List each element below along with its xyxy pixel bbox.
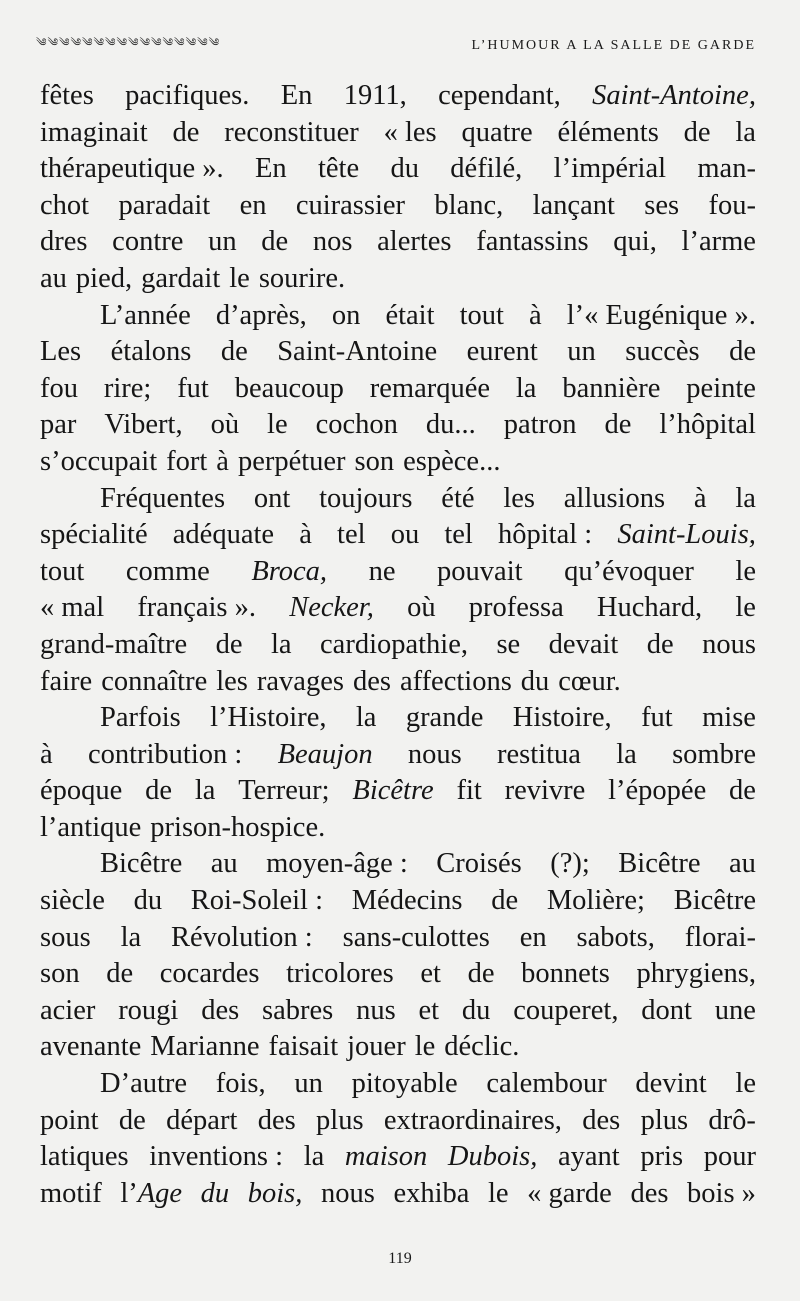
word: nus [356,994,396,1026]
text-line [40,115,756,152]
text-line [40,956,756,993]
word: de [729,775,756,807]
word: étalons [110,336,192,368]
word: restitua [497,738,581,770]
word: d’après, [215,299,307,331]
word: rire; [103,372,152,404]
word: de [646,628,674,660]
italic-word: Necker, [289,592,374,624]
word: bois » [687,1177,756,1209]
word: été [441,482,475,514]
word: l’ [120,1177,138,1209]
word: couperet, [513,994,619,1026]
word: de [491,885,519,917]
word: connaître [101,665,208,697]
word: perpétuer [237,445,346,477]
word: drô- [708,1104,756,1136]
word: Histoire, [512,702,612,734]
word: la [303,1141,325,1173]
word: et [418,994,440,1026]
word: des [630,1177,669,1209]
word: patron [503,409,577,441]
word: grande [405,702,484,734]
word: alertes [377,226,452,258]
word: pouvait [437,555,523,587]
word: L’année [100,299,191,331]
word: « garde [527,1177,612,1209]
word: de [220,336,248,368]
italic-word: bois, [247,1177,303,1209]
word: un [208,226,237,258]
word: peinte [686,372,756,404]
word: contribution : [87,738,243,770]
text-line [40,1176,756,1213]
word: hôpital : [498,519,593,551]
word: fit [456,775,482,807]
word: prison-hospice. [150,811,326,843]
word: le [229,262,250,294]
word: siècle [40,885,105,917]
word: l’arme [681,226,756,258]
text-line [40,444,756,481]
word: revivre [504,775,586,807]
word: ont [253,482,291,514]
word: de [467,958,495,990]
running-title: L’HUMOUR A LA SALLE DE GARDE [471,37,756,53]
word: Médecins [351,885,463,917]
word: et [420,958,441,990]
word: à [693,482,707,514]
text-line [40,371,756,408]
word: qu’évoquer [564,555,694,587]
text-line [40,700,756,737]
word: spécialité [40,519,148,551]
italic-word: Dubois, [447,1141,538,1173]
word: fantassins [476,226,589,258]
running-header [36,30,756,61]
text-line [40,1066,756,1103]
word: se [496,628,521,660]
word: fort [166,445,208,477]
word: mise [702,702,756,734]
text-line [40,334,756,371]
word: beaucoup [234,372,344,404]
word: gardait [141,262,221,294]
word: défilé, [450,153,523,185]
word: Fréquentes [100,482,226,514]
word: sabots, [576,921,655,953]
text-line [40,151,756,188]
word: cœur. [558,665,621,697]
word: Marianne [150,1031,260,1063]
word: toujours [319,482,413,514]
word: un [294,1068,323,1100]
word: la [735,482,756,514]
text-line [40,78,756,115]
word: grand-maître [40,628,188,660]
word: les [503,482,535,514]
word: sombre [672,738,756,770]
word: au [40,262,67,294]
word: blanc, [434,189,504,221]
text-line [40,224,756,261]
italic-word: Saint-Louis, [617,519,756,551]
word: allusions [563,482,666,514]
text-line [40,627,756,664]
text-line [40,298,756,335]
word: le [414,1031,436,1063]
word: des [257,1104,296,1136]
word: sourire. [258,262,346,294]
word: nous [321,1177,375,1209]
word: l’impérial [553,153,667,185]
italic-word: Beaujon [277,738,373,770]
word: du [461,994,491,1026]
word: faisait [268,1031,339,1063]
text-line [40,846,756,883]
word: lançant [532,189,615,221]
word: l’Histoire, [210,702,327,734]
word: « les [383,116,437,148]
word: l’antique [40,811,142,843]
word: nous [407,738,462,770]
text-line [40,554,756,591]
word: ou [390,519,420,551]
word: fois, [215,1068,266,1100]
word: au [729,848,756,880]
word: « mal [40,592,105,624]
word: la [616,738,637,770]
word: par [40,409,77,441]
word: man- [697,153,756,185]
word: comme [125,555,210,587]
word: paradait [118,189,211,221]
word: cochon [315,409,398,441]
word: de [261,226,289,258]
word: le [267,409,288,441]
word: sans-culottes [342,921,490,953]
word: dont [641,994,692,1026]
word: cardiopathie, [320,628,469,660]
word: fut [177,372,209,404]
text-line [40,664,756,701]
word: Roi-Soleil : [190,885,324,917]
word: du [390,153,419,185]
word: à [529,299,542,331]
word: à [216,445,229,477]
word: devait [548,628,619,660]
word: nous [702,628,756,660]
word: au [210,848,238,880]
word: époque [40,775,123,807]
word: florai- [684,921,756,953]
word: tricolores [286,958,394,990]
word: un [567,336,596,368]
text-line [40,883,756,920]
word: D’autre [100,1068,188,1100]
word: sabres [262,994,334,1026]
word: Révolution : [171,921,313,953]
word: pitoyable [351,1068,458,1100]
word: latiques [40,1141,129,1173]
word: de [145,775,173,807]
word: En [254,153,287,185]
word: eurent [466,336,538,368]
word: ses [644,189,680,221]
word: de [215,628,243,660]
word: était [385,299,435,331]
word: la [271,628,292,660]
word: où [210,409,240,441]
word: 1911, [343,80,407,111]
word: bannière [562,372,661,404]
word: départ [166,1104,238,1136]
word: Croisés [436,848,522,880]
word: des [201,994,240,1026]
word: pour [703,1141,756,1173]
word: pris [640,1141,684,1173]
word: inventions : [149,1141,284,1173]
word: reconstituer [224,116,359,148]
word: Les [40,336,82,368]
text-line [40,810,756,847]
word: qui, [613,226,657,258]
word: la [355,702,377,734]
word: nos [312,226,353,258]
word: ne [368,555,396,587]
word: on [331,299,361,331]
word: plus [640,1104,689,1136]
word: acier [40,994,96,1026]
word: En [280,80,313,111]
text-line [40,188,756,225]
word: (?); [550,848,590,880]
italic-word: Bicêtre [352,775,434,807]
text-line [40,590,756,627]
word: des [582,1104,621,1136]
italic-word: maison [344,1141,428,1173]
word: moyen-âge : [266,848,408,880]
word: de [118,1104,146,1136]
word: son [40,958,80,990]
word: devint [635,1068,707,1100]
word: faire [40,665,93,697]
word: français ». [137,592,257,624]
word: les [216,665,248,697]
italic-word: Broca, [251,555,328,587]
italic-word: Saint-Antoine, [592,80,756,111]
word: Bicêtre [618,848,701,880]
word: exhiba [393,1177,470,1209]
word: remarquée [369,372,491,404]
word: adéquate [172,519,275,551]
word: cocardes [159,958,260,990]
text-line [40,737,756,774]
word: Huchard, [596,592,703,624]
word: quatre [461,116,533,148]
text-line [40,261,756,298]
italic-word: du [200,1177,230,1209]
word: phrygiens, [636,958,756,990]
word: le [735,555,756,587]
word: tel [337,519,366,551]
word: la [515,372,537,404]
word: succès [625,336,700,368]
word: tout [459,299,504,331]
header-ornament: ༄༄༄༄༄༄༄༄༄༄༄༄༄༄༄༄ [36,36,221,49]
italic-word: Age [137,1177,183,1209]
word: des [352,665,391,697]
word: Bicêtre [100,848,183,880]
word: de [604,409,632,441]
word: l’hôpital [659,409,756,441]
word: où [407,592,436,624]
word: de [729,336,756,368]
word: déclic. [444,1031,520,1063]
word: une [714,994,756,1026]
word: cuirassier [295,189,406,221]
word-group [120,1176,182,1213]
word: tout [40,555,85,587]
word: le [735,1068,756,1100]
word: motif [40,1177,102,1209]
word: point [40,1104,99,1136]
text-line [40,1103,756,1140]
word: chot [40,189,90,221]
word: la [120,921,142,953]
word: pacifiques. [125,80,250,111]
word: ayant [557,1141,620,1173]
word: du [133,885,163,917]
word: rougi [118,994,179,1026]
word: Bicêtre [673,885,756,917]
text-line [40,517,756,554]
word: l’« Eugénique ». [566,299,756,331]
word: jouer [347,1031,406,1063]
word: avenante [40,1031,142,1063]
word: contre [112,226,184,258]
word: affections [399,665,512,697]
word: Molière; [546,885,645,917]
word: de [172,116,200,148]
word: Terreur; [238,775,330,807]
word: en [519,921,547,953]
word: pied, [75,262,133,294]
text-line [40,1139,756,1176]
text-line [40,407,756,444]
word: espèce... [403,445,501,477]
word: bonnets [521,958,610,990]
word: à [40,738,53,770]
word: Vibert, [104,409,183,441]
word: le [735,592,756,624]
word: calembour [486,1068,607,1100]
word: fou [40,372,78,404]
word: s’occupait [40,445,158,477]
word: dres [40,226,88,258]
word: de [106,958,134,990]
word: éléments [557,116,659,148]
word: tel [444,519,473,551]
word: thérapeutique ». [40,153,224,185]
word: de [683,116,711,148]
word: professa [468,592,564,624]
word: fou- [708,189,756,221]
word: fêtes [40,80,94,111]
word: fut [641,702,673,734]
word: à [299,519,312,551]
word: tête [317,153,360,185]
word: l’épopée [608,775,707,807]
word: extraordinaires, [383,1104,562,1136]
text-line [40,481,756,518]
word: cependant, [438,80,561,111]
word: plus [316,1104,364,1136]
word: le [488,1177,509,1209]
word: sous [40,921,91,953]
text-line [40,993,756,1030]
word: ravages [256,665,344,697]
word: du... [425,409,476,441]
word: Saint-Antoine [277,336,438,368]
body-text [40,78,756,1212]
text-line [40,1029,756,1066]
word: Parfois [100,702,181,734]
word: la [194,775,216,807]
word: en [239,189,267,221]
text-line [40,920,756,957]
text-line [40,773,756,810]
word: son [354,445,395,477]
word: imaginait [40,116,148,148]
word: la [735,116,756,148]
page-number: 119 [388,1250,412,1267]
word: du [520,665,550,697]
